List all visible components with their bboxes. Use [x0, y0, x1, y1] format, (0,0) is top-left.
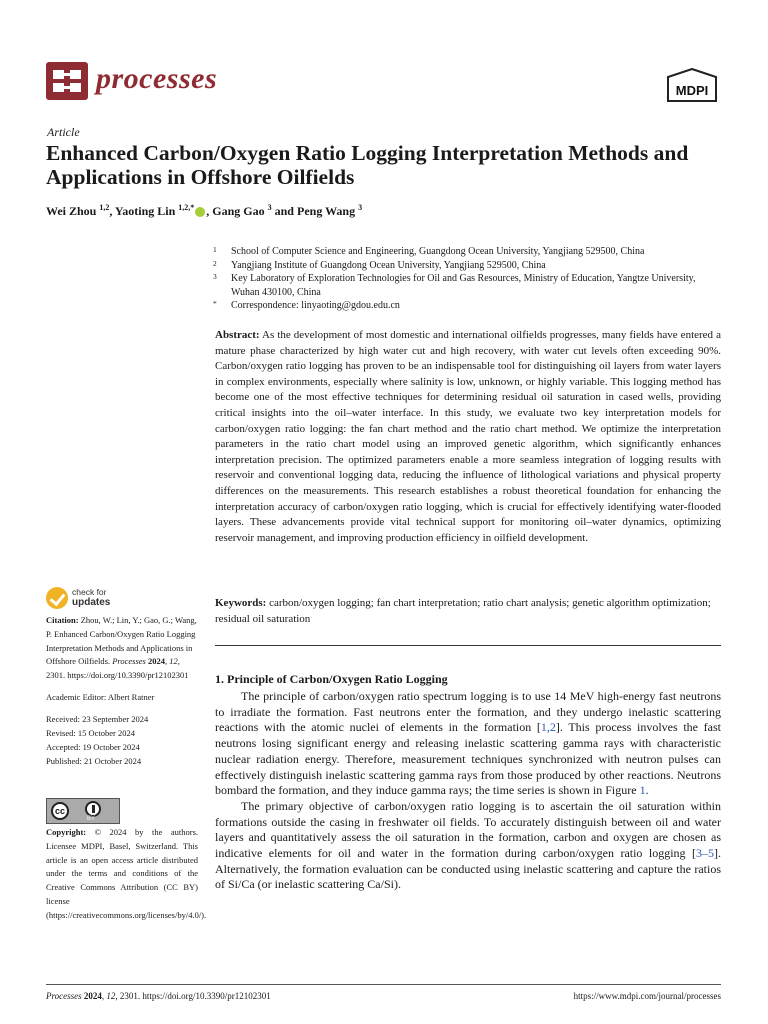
figure-link[interactable]: 1	[639, 783, 646, 798]
orcid-icon[interactable]	[195, 207, 205, 217]
journal-name[interactable]: processes	[96, 62, 218, 95]
author-list: Wei Zhou $^{1,2}$, Yaoting Lin $^{1,2,*}$ , Gang Gao $^3$ and Peng Wang $^3$	[46, 203, 363, 218]
correspondence-text[interactable]: Correspondence: linyaoting@gdou.edu.cn	[231, 300, 400, 311]
affiliation-number: 3	[213, 272, 217, 281]
affiliation-text: Yangjiang Institute of Guangdong Ocean University, Yangjiang 529500, China	[231, 259, 546, 271]
correspondence	[213, 299, 723, 313]
check-updates-line2: updates	[72, 597, 111, 608]
body-text	[215, 689, 721, 893]
mdpi-logo-icon[interactable]	[666, 68, 718, 102]
article-type: Article	[47, 125, 80, 139]
footer-citation: Processes 2024, 12, 2301. https://doi.org/10.3390/pr12102301	[46, 991, 271, 1001]
footer-journal: Processes	[46, 991, 82, 1001]
paragraph-text: The principle of carbon/oxygen ratio spectrum logging is to use 14 MeV high-energy fast neutrons to irradiate the formation. Fast neutrons enter the formation, and they undergo inelastic scattering reactions with the atomic nuclei of elements in the formation [	[215, 689, 721, 735]
checkmark-icon	[46, 587, 68, 609]
cc-license-badge[interactable]	[46, 798, 120, 824]
paragraph	[215, 799, 721, 893]
affiliation-number: *	[213, 299, 217, 308]
date-published: Published: 21 October 2024	[46, 755, 142, 766]
author-connector: and	[274, 204, 294, 218]
author-name[interactable]: Yaoting Lin	[114, 204, 176, 218]
citation: Citation: Zhou, W.; Lin, Y.; Gao, G.; Wang, P. Enhanced Carbon/Oxygen Ratio Logging Interpretation Methods and Applications in Offshore Oilfields. Processes 2024, 12, 2301. https://doi.org/10.3390/pr12102301	[46, 615, 197, 681]
citation-year: 2024	[148, 656, 165, 667]
affiliation-item	[213, 272, 723, 299]
footer-volume: 12	[106, 991, 116, 1001]
footer-divider	[46, 984, 721, 985]
affiliation-item	[213, 245, 723, 259]
date-received: Received: 23 September 2024	[46, 714, 149, 725]
abstract	[215, 328, 721, 546]
citation-volume: 12	[169, 656, 178, 667]
citation-doi[interactable]: , 2301. https://doi.org/10.3390/pr12102301	[46, 656, 189, 681]
publisher-name: MDPI	[675, 83, 709, 98]
abstract-label: Abstract:	[215, 329, 260, 341]
divider	[215, 645, 721, 646]
sidebar-metadata	[46, 614, 198, 769]
paragraph	[215, 689, 721, 799]
copyright-notice	[46, 826, 207, 923]
citation-journal: Processes	[112, 656, 146, 667]
processes-logo-icon	[46, 62, 88, 100]
academic-editor: Academic Editor: Albert Ratner	[46, 692, 155, 703]
keywords	[215, 596, 721, 627]
footer-doi[interactable]: , 2301. https://doi.org/10.3390/pr12102301	[115, 991, 271, 1001]
footer-journal-url[interactable]: https://www.mdpi.com/journal/processes	[573, 991, 721, 1001]
copyright-label: Copyright:	[46, 827, 87, 837]
author-affil-sup: 1,2	[99, 203, 110, 212]
paragraph-text: ]. This process involves the fast neutrons losing significant energy and releasing inelastic scattering gamma rays with characteristic nuclear radiation energy. Therefore, measurement techniques synchronized with neutron pulses can effectively distinguish inelastic scattering gamma rays from those produced by other reactions. Neutrons bombard the formation, and they induce gamma rays; the time series is shown in Figure	[215, 720, 721, 798]
author-name[interactable]: Peng Wang	[296, 204, 356, 218]
cc-icon: cc	[51, 802, 69, 820]
citation-text: Zhou, W.; Lin, Y.; Gao, G.; Wang, P. Enhanced Carbon/Oxygen Ratio Logging Interpretation Methods and Applications in Offshore Oilfields.	[46, 615, 197, 667]
check-updates-label	[72, 587, 110, 608]
article-title: Enhanced Carbon/Oxygen Ratio Logging Interpretation Methods and Applications in Offshore Oilfields	[46, 141, 689, 189]
affiliation-number: 2	[213, 258, 217, 268]
paragraph-text: ]. Alternatively, the formation evaluation can be conducted using inelastic scattering and capture the ratios of Si/Ca (or inelastic scattering Ca/Si).	[215, 846, 721, 892]
footer-year: 2024	[83, 991, 102, 1001]
paragraph-text: The primary objective of carbon/oxygen ratio logging is to ascertain the oil saturation within formations outside the casing in freshwater oil fields. To accurately distinguish between oil and water layers and quantitatively assess the oil saturation in the formation, carbon and oxygen are chosen as indicative elements for oil and water in the formation during carbon/oxygen ratio logging [	[215, 798, 721, 861]
check-updates-line1: check for	[72, 587, 107, 597]
affiliation-number: 1	[213, 245, 217, 254]
cc-by-label: BY	[87, 816, 96, 822]
check-for-updates-button[interactable]	[46, 585, 166, 613]
date-revised: Revised: 15 October 2024	[46, 728, 135, 739]
keywords-text: carbon/oxygen logging; fan chart interpretation; ratio chart analysis; genetic algorithm optimization; residual oil saturation	[215, 597, 711, 625]
author-affil-sup: 3	[358, 203, 363, 212]
author-affil-sup: 3	[267, 203, 272, 212]
section-heading: 1. Principle of Carbon/Oxygen Ratio Logging	[215, 672, 448, 686]
paragraph-text: .	[645, 783, 649, 798]
abstract-text: As the development of most domestic and international oilfields progresses, many fields have entered a mature phase characterized by high water cut and high recovery, with water cut levels often exceeding 90%. Carbon/oxygen ratio logging has proven to be an indispensable tool for distinguishing oil layers from water layers in complex environments, especially where salinity is low, unknown, or highly variable. This logging method has become one of the most effective techniques for determining residual oil saturation in cased wells, providing critical insights into the oil–water interface. In this study, we evaluate two key interpretation models for carbon/oxygen ratio logging: the fan chart method and the ratio chart method. We optimize the interpretation parameters in the ratio chart model using an improved genetic algorithm, which significantly enhances interpretation precision. The optimized parameters enable a more seamless integration of logging results with reservoir and conventional logging data, reducing the influence of lithological variations and physical property differences on the measurements. This research establishes a robust theoretical foundation for enhancing the interpretation accuracy of carbon/oxygen ratio logging, which is crucial for effectively identifying water-flooded layers. These advancements provide vital technical support for monitoring oil–water dynamics, optimizing reservoir management, and improving production efficiency in oilfield development.	[215, 329, 721, 544]
citation-link[interactable]: 1,2	[540, 720, 556, 735]
copyright-text: © 2024 by the authors. Licensee MDPI, Basel, Switzerland. This article is an open access article distributed under the terms and conditions of the Creative Commons Attribution (CC BY) license (https://creativecommons.org/licenses/by/4.0/).	[46, 827, 207, 920]
affiliation-text: School of Computer Science and Engineering, Guangdong Ocean University, Yangjiang 529500, China	[231, 246, 645, 257]
citation-label: Citation:	[46, 615, 79, 625]
affiliations	[213, 245, 723, 313]
author-name[interactable]: Wei Zhou	[46, 204, 97, 218]
citation-link[interactable]: 3–5	[696, 846, 714, 861]
affiliation-text: Key Laboratory of Exploration Technologies for Oil and Gas Resources, Ministry of Education, Yangtze University, Wuhan 430100, China	[231, 273, 696, 298]
date-accepted: Accepted: 19 October 2024	[46, 741, 140, 752]
keywords-label: Keywords:	[215, 597, 267, 609]
author-name[interactable]: Gang Gao	[212, 204, 265, 218]
author-affil-sup: 1,2,*	[178, 203, 195, 212]
attribution-icon	[85, 801, 101, 817]
affiliation-item	[213, 259, 723, 273]
